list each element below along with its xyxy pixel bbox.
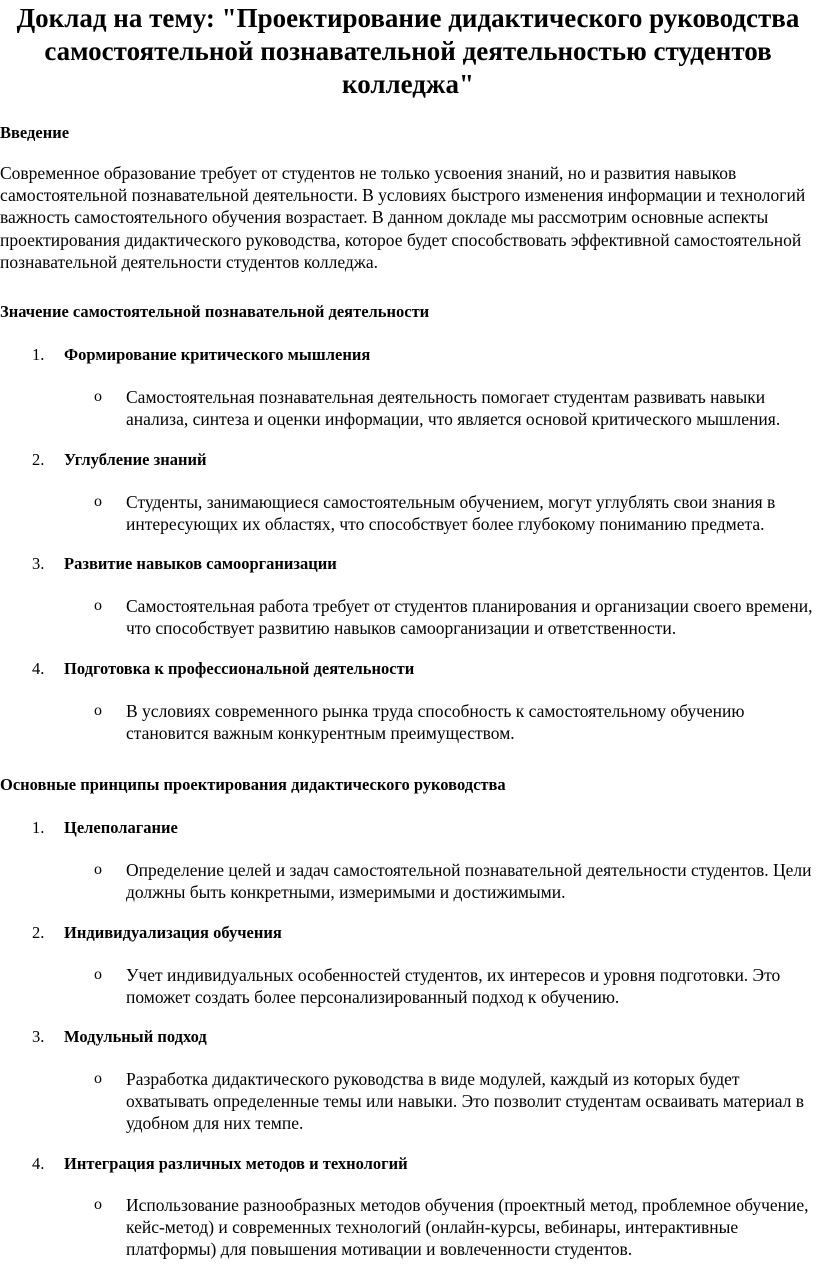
bullet-icon: o bbox=[94, 493, 102, 510]
list-item-title: Интеграция различных методов и технологий bbox=[64, 1154, 408, 1173]
document-title: Доклад на тему: "Проектирование дидактического руководства самостоятельной познавательной деятельностью студентов колледжа" bbox=[16, 3, 800, 99]
list-item bbox=[0, 344, 816, 368]
list-item-title: Формирование критического мышления bbox=[64, 345, 371, 364]
bullet-icon: o bbox=[94, 1070, 102, 1087]
list-item-title: Индивидуализация обучения bbox=[64, 923, 282, 942]
list-item bbox=[0, 1026, 816, 1050]
list-item bbox=[0, 817, 816, 841]
sub-item-text: Учет индивидуальных особенностей студентов, их интересов и уровня подготовки. Это поможет создать более персонализированный подход к обучению. bbox=[126, 965, 781, 1008]
bullet-icon: o bbox=[94, 597, 102, 614]
intro-paragraph: Современное образование требует от студентов не только усвоения знаний, но и развития навыков самостоятельной познавательной деятельности. В условиях быстрого изменения информации и технологий важность самостоятельного обучения возрастает. В данном докладе мы рассмотрим основные аспекты проектирования дидактического руководства, которое будет способствовать эффективной самостоятельной познавательной деятельности студентов колледжа. bbox=[0, 163, 806, 272]
bullet-icon: o bbox=[94, 861, 102, 878]
intro-heading: Введение bbox=[0, 123, 70, 142]
list-item bbox=[0, 553, 816, 577]
list-item-title: Углубление знаний bbox=[64, 450, 207, 469]
list-item-number: 3. bbox=[32, 554, 45, 573]
sub-item-text: Самостоятельная познавательная деятельность помогает студентам развивать навыки анализа, синтеза и оценки информации, что является основой критического мышления. bbox=[126, 387, 781, 430]
sub-item-text: В условиях современного рынка труда способность к самостоятельному обучению становится важным конкурентным преимуществом. bbox=[126, 701, 745, 744]
list-item bbox=[0, 922, 816, 946]
list-item-title: Модульный подход bbox=[64, 1027, 207, 1046]
list-item-number: 3. bbox=[32, 1027, 45, 1046]
list-item-number: 2. bbox=[32, 450, 45, 469]
sub-item-text: Самостоятельная работа требует от студентов планирования и организации своего времени, что способствует развитию навыков самоорганизации и ответственности. bbox=[126, 596, 813, 639]
sub-item-text: Определение целей и задач самостоятельной познавательной деятельности студентов. Цели должны быть конкретными, измеримыми и достижимыми. bbox=[126, 860, 812, 903]
sub-item-text: Студенты, занимающиеся самостоятельным обучением, могут углублять свои знания в интересующих их областях, что способствует более глубокому пониманию предмета. bbox=[126, 492, 776, 535]
list-item bbox=[0, 449, 816, 473]
list-item-number: 4. bbox=[32, 1154, 45, 1173]
bullet-icon: o bbox=[94, 966, 102, 983]
list-item-title: Подготовка к профессиональной деятельности bbox=[64, 659, 415, 678]
list-item-number: 4. bbox=[32, 659, 45, 678]
list-item-number: 1. bbox=[32, 818, 45, 837]
list-item-number: 2. bbox=[32, 923, 45, 942]
bullet-icon: o bbox=[94, 1196, 102, 1213]
section-heading: Значение самостоятельной познавательной деятельности bbox=[0, 302, 430, 321]
list-item-title: Целеполагание bbox=[64, 818, 178, 837]
sub-item-text: Использование разнообразных методов обучения (проектный метод, проблемное обучение, кейс-метод) и современных технологий (онлайн-курсы, вебинары, интерактивные платформы) для повышения мотивации и вовлеченности студентов. bbox=[126, 1195, 809, 1260]
section-heading: Основные принципы проектирования дидактического руководства bbox=[0, 775, 506, 794]
bullet-icon: o bbox=[94, 388, 102, 405]
bullet-icon: o bbox=[94, 702, 102, 719]
sub-item-text: Разработка дидактического руководства в виде модулей, каждый из которых будет охватывать определенные темы или навыки. Это позволит студентам осваивать материал в удобном для них темпе. bbox=[126, 1069, 805, 1134]
list-item-title: Развитие навыков самоорганизации bbox=[64, 554, 337, 573]
list-item-number: 1. bbox=[32, 345, 45, 364]
list-item bbox=[0, 658, 816, 682]
list-item bbox=[0, 1153, 816, 1177]
